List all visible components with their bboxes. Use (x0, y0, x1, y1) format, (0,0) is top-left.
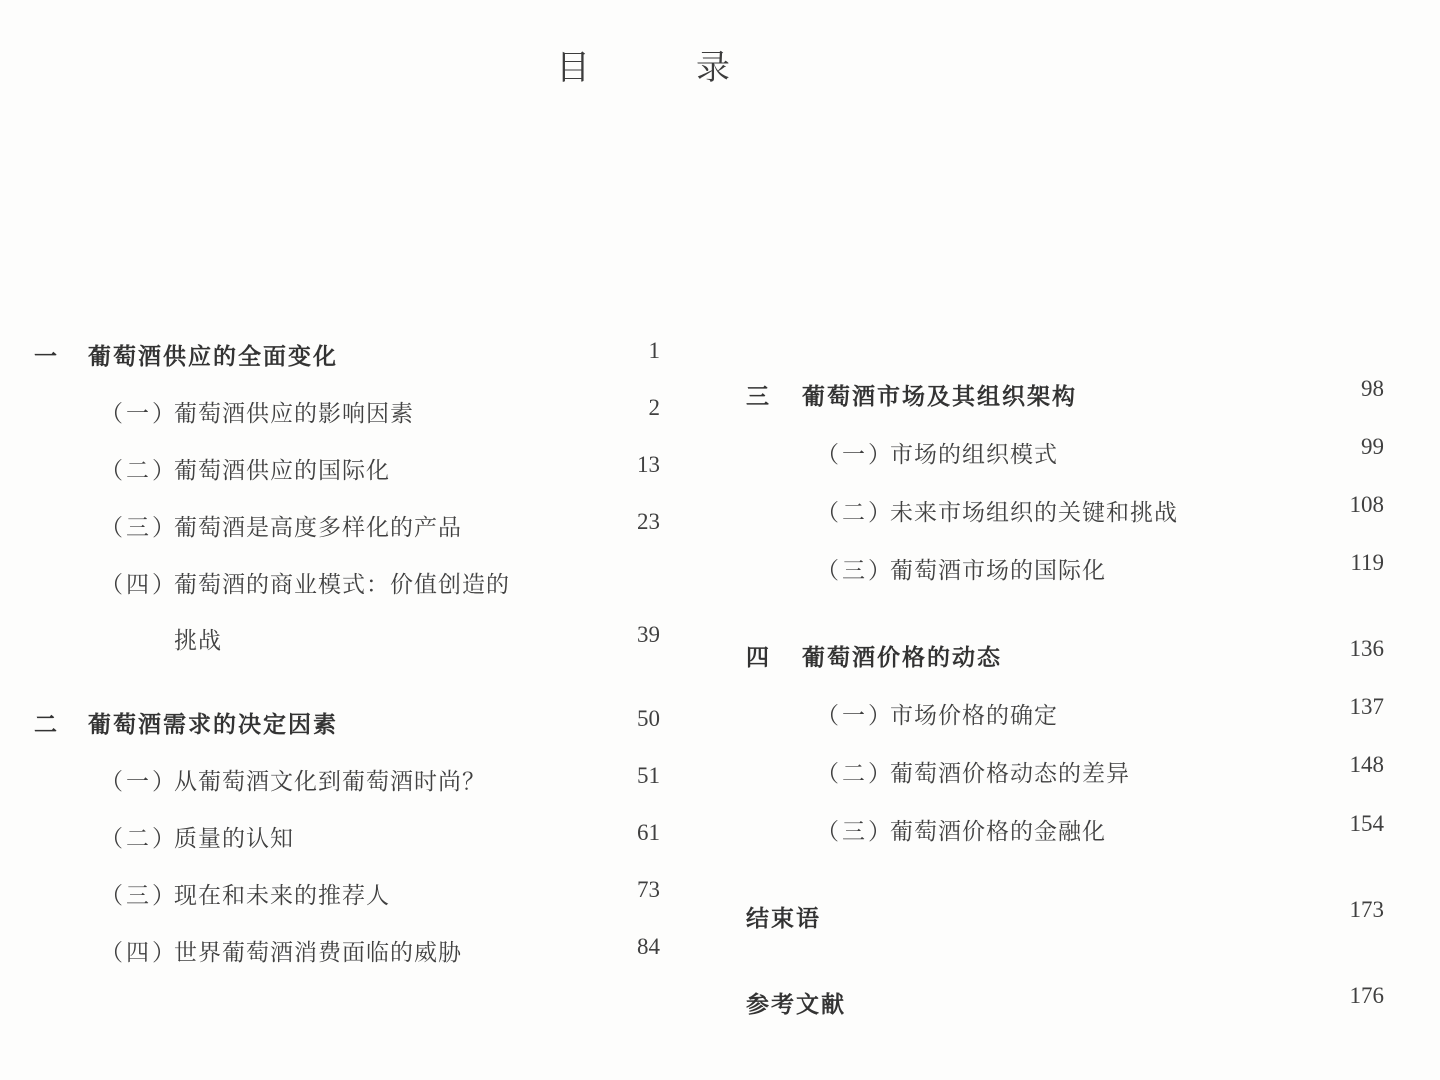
page-title: 目 录 (556, 48, 766, 88)
section-label: 葡萄酒是高度多样化的产品 (174, 515, 462, 541)
page-number: 98 (1361, 376, 1384, 401)
toc-chapter-3[interactable] (746, 378, 1077, 411)
toc-section-2-1[interactable] (100, 763, 486, 796)
page-number: 73 (637, 877, 660, 902)
section-number: （一） (100, 401, 178, 427)
page-number: 176 (1349, 983, 1384, 1008)
conclusion-label: 结束语 (746, 906, 821, 932)
chapter-number: 三 (746, 384, 771, 410)
section-label: 葡萄酒供应的国际化 (174, 458, 390, 484)
section-label: 葡萄酒供应的影响因素 (174, 401, 414, 427)
page-number: 119 (1350, 550, 1384, 575)
chapter-label: 葡萄酒供应的全面变化 (88, 344, 338, 370)
toc-section-1-3[interactable] (100, 509, 462, 542)
page-number: 1 (648, 338, 660, 363)
section-number: （三） (816, 819, 894, 845)
toc-section-1-4-continued[interactable] (174, 622, 222, 655)
toc-section-1-1[interactable] (100, 395, 414, 428)
page-number: 39 (637, 622, 660, 647)
section-label: 从葡萄酒文化到葡萄酒时尚？ (174, 769, 486, 795)
section-number: （四） (100, 940, 178, 966)
page-number: 173 (1349, 897, 1384, 922)
section-label: 质量的认知 (174, 826, 294, 852)
section-number: （三） (100, 515, 178, 541)
section-number: （二） (816, 761, 894, 787)
chapter-number: 一 (34, 344, 59, 370)
section-label: 葡萄酒的商业模式：价值创造的 (174, 572, 510, 598)
page-number: 23 (637, 509, 660, 534)
toc-conclusion[interactable] (746, 900, 821, 933)
toc-chapter-4[interactable] (746, 639, 1002, 672)
section-label: 现在和未来的推荐人 (174, 883, 390, 909)
toc-section-1-4[interactable] (100, 566, 510, 599)
toc-section-1-2[interactable] (100, 452, 390, 485)
section-number: （二） (100, 826, 178, 852)
section-number: （二） (100, 458, 178, 484)
toc-section-4-3[interactable] (816, 813, 1106, 846)
section-number: （三） (100, 883, 178, 909)
section-label: 市场的组织模式 (890, 442, 1058, 468)
page-number: 84 (637, 934, 660, 959)
toc-section-3-2[interactable] (816, 494, 1178, 527)
toc-section-4-2[interactable] (816, 755, 1130, 788)
section-number: （一） (100, 769, 178, 795)
section-label-continued: 挑战 (174, 628, 222, 654)
page-number: 99 (1361, 434, 1384, 459)
toc-section-2-4[interactable] (100, 934, 462, 967)
page-number: 154 (1349, 811, 1384, 836)
chapter-number: 四 (746, 645, 771, 671)
section-number: （三） (816, 558, 894, 584)
page-number: 50 (637, 706, 660, 731)
references-label: 参考文献 (746, 992, 846, 1018)
toc-section-2-3[interactable] (100, 877, 390, 910)
section-label: 未来市场组织的关键和挑战 (890, 500, 1178, 526)
section-label: 葡萄酒价格动态的差异 (890, 761, 1130, 787)
section-number: （一） (816, 703, 894, 729)
section-number: （四） (100, 572, 178, 598)
chapter-label: 葡萄酒价格的动态 (802, 645, 1002, 671)
page-number: 137 (1349, 694, 1384, 719)
page-number: 13 (637, 452, 660, 477)
toc-references[interactable] (746, 986, 846, 1019)
page-number: 148 (1349, 752, 1384, 777)
section-label: 世界葡萄酒消费面临的威胁 (174, 940, 462, 966)
toc-chapter-1[interactable] (34, 338, 338, 371)
toc-section-2-2[interactable] (100, 820, 294, 853)
section-number: （二） (816, 500, 894, 526)
toc-section-4-1[interactable] (816, 697, 1058, 730)
page-number: 61 (637, 820, 660, 845)
page-number: 51 (637, 763, 660, 788)
chapter-label: 葡萄酒市场及其组织架构 (802, 384, 1077, 410)
section-label: 葡萄酒市场的国际化 (890, 558, 1106, 584)
chapter-label: 葡萄酒需求的决定因素 (88, 712, 338, 738)
section-label: 葡萄酒价格的金融化 (890, 819, 1106, 845)
toc-chapter-2[interactable] (34, 706, 338, 739)
page-number: 2 (648, 395, 660, 420)
page-number: 136 (1349, 636, 1384, 661)
chapter-number: 二 (34, 712, 59, 738)
toc-section-3-3[interactable] (816, 552, 1106, 585)
section-number: （一） (816, 442, 894, 468)
section-label: 市场价格的确定 (890, 703, 1058, 729)
toc-section-3-1[interactable] (816, 436, 1058, 469)
page-number: 108 (1349, 492, 1384, 517)
